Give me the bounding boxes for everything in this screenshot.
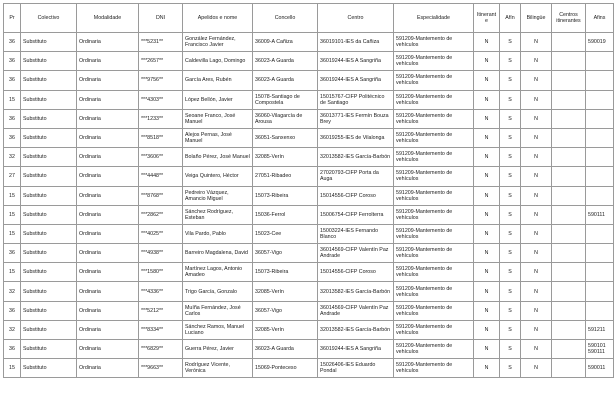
cell-colectivo: Substituto: [21, 186, 77, 205]
cell-afin: S: [500, 186, 521, 205]
cell-bilingue: N: [521, 186, 552, 205]
table-row: [4, 186, 614, 205]
cell-centro: 36013771-IES Fermín Bouza Brey: [318, 109, 394, 128]
cell-dni: ***4303**: [139, 90, 183, 109]
cell-centro: 15015767-CIFP Politécnico de Santiago: [318, 90, 394, 109]
cell-modalidade: Ordinaria: [77, 33, 139, 52]
cell-concello: 32085-Verín: [253, 282, 318, 301]
cell-pr: 15: [4, 186, 21, 205]
cell-dni: ***4336**: [139, 282, 183, 301]
cell-itinerante: N: [474, 148, 500, 167]
cell-pr: 36: [4, 109, 21, 128]
cell-especialidade: 591209-Mantemento de vehículos: [394, 359, 474, 378]
cell-pr: 15: [4, 263, 21, 282]
cell-apelidos: Rodríguez Vicente, Verónica: [183, 359, 253, 378]
cell-bilingue: N: [521, 224, 552, 243]
cell-apelidos: Trigo García, Gonzalo: [183, 282, 253, 301]
cell-centro: 36019244-IES A Sangriña: [318, 340, 394, 359]
cell-especialidade: 591209-Mantemento de vehículos: [394, 301, 474, 320]
header-row: [4, 4, 614, 33]
cell-dni: ***8518**: [139, 128, 183, 147]
cell-itinerante: N: [474, 186, 500, 205]
cell-afin: S: [500, 33, 521, 52]
cell-modalidade: Ordinaria: [77, 282, 139, 301]
cell-centro: 36014569-CIFP Valentín Paz Andrade: [318, 244, 394, 263]
cell-afins: 590011: [586, 359, 614, 378]
cell-bilingue: N: [521, 320, 552, 339]
cell-pr: 36: [4, 52, 21, 71]
cell-itinerante: N: [474, 340, 500, 359]
cell-itinerante: N: [474, 128, 500, 147]
cell-centros-itinerantes: [552, 224, 586, 243]
cell-dni: ***8768**: [139, 186, 183, 205]
cell-afins: [586, 148, 614, 167]
cell-itinerante: N: [474, 33, 500, 52]
cell-centro: 27020793-CIFP Porta da Auga: [318, 167, 394, 186]
cell-pr: 15: [4, 359, 21, 378]
cell-afin: S: [500, 263, 521, 282]
table-row: [4, 340, 614, 359]
cell-dni: ***4025**: [139, 224, 183, 243]
cell-afin: S: [500, 340, 521, 359]
cell-apelidos: López Bellón, Javier: [183, 90, 253, 109]
cell-afins: [586, 224, 614, 243]
cell-apelidos: Muíña Fernández, José Carlos: [183, 301, 253, 320]
cell-modalidade: Ordinaria: [77, 263, 139, 282]
cell-modalidade: Ordinaria: [77, 340, 139, 359]
cell-pr: 36: [4, 128, 21, 147]
cell-afins: [586, 282, 614, 301]
cell-concello: 36057-Vigo: [253, 301, 318, 320]
cell-centro: 32013582-IES García-Barbón: [318, 148, 394, 167]
table-row: [4, 263, 614, 282]
cell-centros-itinerantes: [552, 205, 586, 224]
cell-itinerante: N: [474, 167, 500, 186]
cell-itinerante: N: [474, 359, 500, 378]
cell-itinerante: N: [474, 90, 500, 109]
cell-modalidade: Ordinaria: [77, 167, 139, 186]
cell-bilingue: N: [521, 52, 552, 71]
cell-afin: S: [500, 224, 521, 243]
cell-afin: S: [500, 359, 521, 378]
cell-itinerante: N: [474, 301, 500, 320]
cell-centros-itinerantes: [552, 33, 586, 52]
cell-afins: 591211: [586, 320, 614, 339]
cell-colectivo: Substituto: [21, 244, 77, 263]
cell-afin: S: [500, 148, 521, 167]
cell-itinerante: N: [474, 320, 500, 339]
cell-afins: [586, 71, 614, 90]
cell-modalidade: Ordinaria: [77, 359, 139, 378]
cell-centros-itinerantes: [552, 359, 586, 378]
cell-concello: 36057-Vigo: [253, 244, 318, 263]
cell-afins: 590101 590111: [586, 340, 614, 359]
table-row: [4, 71, 614, 90]
cell-modalidade: Ordinaria: [77, 148, 139, 167]
cell-afin: S: [500, 301, 521, 320]
cell-colectivo: Substituto: [21, 359, 77, 378]
cell-especialidade: 591209-Mantemento de vehículos: [394, 33, 474, 52]
cell-itinerante: N: [474, 282, 500, 301]
cell-centros-itinerantes: [552, 128, 586, 147]
cell-concello: 27051-Ribadeo: [253, 167, 318, 186]
cell-pr: 36: [4, 301, 21, 320]
cell-afins: [586, 109, 614, 128]
header-centros-itinerantes: Centros itinerantes: [552, 4, 586, 33]
cell-colectivo: Substituto: [21, 263, 77, 282]
cell-centro: 15026406-IES Eduardo Pondal: [318, 359, 394, 378]
table-row: [4, 205, 614, 224]
cell-afin: S: [500, 128, 521, 147]
cell-pr: 36: [4, 33, 21, 52]
cell-apelidos: Sánchez Ramos, Manuel Luciano: [183, 320, 253, 339]
cell-afins: [586, 186, 614, 205]
cell-modalidade: Ordinaria: [77, 205, 139, 224]
cell-afin: S: [500, 71, 521, 90]
cell-bilingue: N: [521, 148, 552, 167]
cell-especialidade: 591209-Mantemento de vehículos: [394, 205, 474, 224]
cell-centro: 36019255-IES de Vilalonga: [318, 128, 394, 147]
cell-afins: [586, 263, 614, 282]
cell-centros-itinerantes: [552, 282, 586, 301]
header-modalidade: Modalidade: [77, 4, 139, 33]
table-row: [4, 167, 614, 186]
table-row: [4, 128, 614, 147]
cell-centros-itinerantes: [552, 148, 586, 167]
cell-itinerante: N: [474, 109, 500, 128]
cell-concello: 36023-A Guarda: [253, 52, 318, 71]
cell-bilingue: N: [521, 205, 552, 224]
cell-afin: S: [500, 167, 521, 186]
cell-centro: 15006754-CIFP Ferrolterra: [318, 205, 394, 224]
table-row: [4, 359, 614, 378]
cell-afins: [586, 244, 614, 263]
cell-bilingue: N: [521, 359, 552, 378]
table-row: [4, 301, 614, 320]
header-concello: Concello: [253, 4, 318, 33]
cell-modalidade: Ordinaria: [77, 128, 139, 147]
cell-colectivo: Substituto: [21, 52, 77, 71]
cell-centro: 15014556-CIFP Coroso: [318, 186, 394, 205]
cell-colectivo: Substituto: [21, 148, 77, 167]
cell-dni: ***6829**: [139, 340, 183, 359]
cell-concello: 15036-Ferrol: [253, 205, 318, 224]
cell-pr: 36: [4, 71, 21, 90]
table-row: [4, 33, 614, 52]
cell-dni: ***4938**: [139, 244, 183, 263]
cell-especialidade: 591209-Mantemento de vehículos: [394, 109, 474, 128]
cell-concello: 36023-A Guarda: [253, 71, 318, 90]
cell-afin: S: [500, 90, 521, 109]
cell-especialidade: 591209-Mantemento de vehículos: [394, 148, 474, 167]
cell-pr: 15: [4, 205, 21, 224]
cell-centros-itinerantes: [552, 186, 586, 205]
cell-pr: 32: [4, 148, 21, 167]
cell-centro: 36019101-IES da Cañiza: [318, 33, 394, 52]
cell-dni: ***9663**: [139, 359, 183, 378]
cell-dni: ***5231**: [139, 33, 183, 52]
cell-apelidos: González Fernández, Francisco Javier: [183, 33, 253, 52]
cell-afins: [586, 167, 614, 186]
cell-centros-itinerantes: [552, 340, 586, 359]
cell-centro: 15003224-IES Fernando Blanco: [318, 224, 394, 243]
cell-bilingue: N: [521, 109, 552, 128]
cell-pr: 36: [4, 244, 21, 263]
cell-bilingue: N: [521, 167, 552, 186]
cell-centros-itinerantes: [552, 167, 586, 186]
cell-apelidos: García Ares, Rubén: [183, 71, 253, 90]
cell-pr: 15: [4, 90, 21, 109]
cell-afin: S: [500, 320, 521, 339]
cell-modalidade: Ordinaria: [77, 71, 139, 90]
cell-modalidade: Ordinaria: [77, 224, 139, 243]
table-row: [4, 148, 614, 167]
cell-centros-itinerantes: [552, 244, 586, 263]
cell-pr: 32: [4, 282, 21, 301]
cell-bilingue: N: [521, 33, 552, 52]
table-body: [4, 33, 614, 378]
cell-especialidade: 591209-Mantemento de vehículos: [394, 340, 474, 359]
cell-concello: 32085-Verín: [253, 148, 318, 167]
cell-modalidade: Ordinaria: [77, 90, 139, 109]
cell-colectivo: Substituto: [21, 128, 77, 147]
document-page: [3, 3, 614, 378]
cell-afin: S: [500, 282, 521, 301]
cell-bilingue: N: [521, 71, 552, 90]
cell-modalidade: Ordinaria: [77, 52, 139, 71]
cell-especialidade: 591209-Mantemento de vehículos: [394, 90, 474, 109]
cell-colectivo: Substituto: [21, 205, 77, 224]
cell-concello: 15069-Ponteceso: [253, 359, 318, 378]
header-itinerante: Itinerante: [474, 4, 500, 33]
cell-dni: ***5212**: [139, 301, 183, 320]
header-pr: Pr: [4, 4, 21, 33]
cell-especialidade: 591209-Mantemento de vehículos: [394, 244, 474, 263]
cell-afin: S: [500, 244, 521, 263]
cell-afin: S: [500, 109, 521, 128]
cell-concello: 32085-Verín: [253, 320, 318, 339]
cell-modalidade: Ordinaria: [77, 109, 139, 128]
cell-colectivo: Substituto: [21, 340, 77, 359]
cell-centros-itinerantes: [552, 320, 586, 339]
cell-concello: 15078-Santiago de Compostela: [253, 90, 318, 109]
cell-itinerante: N: [474, 263, 500, 282]
cell-itinerante: N: [474, 205, 500, 224]
header-dni: DNI: [139, 4, 183, 33]
cell-pr: 36: [4, 340, 21, 359]
cell-apelidos: Sánchez Rodríguez, Esteban: [183, 205, 253, 224]
cell-afin: S: [500, 205, 521, 224]
cell-centro: 36014569-CIFP Valentín Paz Andrade: [318, 301, 394, 320]
cell-colectivo: Substituto: [21, 109, 77, 128]
cell-bilingue: N: [521, 282, 552, 301]
cell-itinerante: N: [474, 52, 500, 71]
cell-afins: [586, 90, 614, 109]
cell-bilingue: N: [521, 244, 552, 263]
cell-modalidade: Ordinaria: [77, 301, 139, 320]
cell-centro: 36019244-IES A Sangriña: [318, 71, 394, 90]
cell-concello: 15073-Ribeira: [253, 186, 318, 205]
cell-bilingue: N: [521, 340, 552, 359]
cell-apelidos: Caldevilla Lago, Domingo: [183, 52, 253, 71]
table-row: [4, 282, 614, 301]
cell-colectivo: Substituto: [21, 282, 77, 301]
cell-especialidade: 591209-Mantemento de vehículos: [394, 224, 474, 243]
table-row: [4, 244, 614, 263]
cell-concello: 15023-Cee: [253, 224, 318, 243]
cell-apelidos: Seoane Franco, José Manuel: [183, 109, 253, 128]
table-row: [4, 90, 614, 109]
cell-concello: 36051-Sanxenxo: [253, 128, 318, 147]
cell-especialidade: 591209-Mantemento de vehículos: [394, 52, 474, 71]
header-bilingue: Bilingüe: [521, 4, 552, 33]
cell-bilingue: N: [521, 128, 552, 147]
cell-colectivo: Substituto: [21, 33, 77, 52]
cell-dni: ***8334**: [139, 320, 183, 339]
header-colectivo: Colectivo: [21, 4, 77, 33]
cell-itinerante: N: [474, 244, 500, 263]
header-apelidos: Apelidos e nome: [183, 4, 253, 33]
cell-especialidade: 591209-Mantemento de vehículos: [394, 128, 474, 147]
cell-dni: ***1233**: [139, 109, 183, 128]
cell-apelidos: Martínez Lagos, Antonio Amadeo: [183, 263, 253, 282]
cell-apelidos: Barreiro Magdalena, David: [183, 244, 253, 263]
cell-modalidade: Ordinaria: [77, 320, 139, 339]
cell-centros-itinerantes: [552, 90, 586, 109]
cell-afins: [586, 128, 614, 147]
cell-apelidos: Bolaño Pérez, José Manuel: [183, 148, 253, 167]
cell-concello: 36060-Vilagarcía de Arousa: [253, 109, 318, 128]
cell-modalidade: Ordinaria: [77, 244, 139, 263]
header-especialidade: Especialidade: [394, 4, 474, 33]
cell-bilingue: N: [521, 301, 552, 320]
cell-colectivo: Substituto: [21, 71, 77, 90]
header-afin: Afín: [500, 4, 521, 33]
cell-bilingue: N: [521, 90, 552, 109]
cell-centro: 32013582-IES García-Barbón: [318, 320, 394, 339]
cell-concello: 36009-A Cañiza: [253, 33, 318, 52]
cell-itinerante: N: [474, 71, 500, 90]
cell-afin: S: [500, 52, 521, 71]
cell-pr: 32: [4, 320, 21, 339]
cell-especialidade: 591209-Mantemento de vehículos: [394, 282, 474, 301]
cell-dni: ***1580**: [139, 263, 183, 282]
cell-afins: 590019: [586, 33, 614, 52]
cell-apelidos: Pedreiro Vázquez, Amancio Miguel: [183, 186, 253, 205]
cell-dni: ***2657**: [139, 52, 183, 71]
cell-pr: 15: [4, 224, 21, 243]
assignments-table: [3, 3, 614, 378]
cell-afins: 590111: [586, 205, 614, 224]
cell-especialidade: 591209-Mantemento de vehículos: [394, 263, 474, 282]
cell-apelidos: Guerra Pérez, Javier: [183, 340, 253, 359]
cell-apelidos: Alejos Pernas, José Manuel: [183, 128, 253, 147]
cell-colectivo: Substituto: [21, 320, 77, 339]
cell-afins: [586, 52, 614, 71]
cell-especialidade: 591209-Mantemento de vehículos: [394, 71, 474, 90]
table-row: [4, 109, 614, 128]
cell-colectivo: Substituto: [21, 167, 77, 186]
cell-colectivo: Substituto: [21, 90, 77, 109]
cell-dni: ***9756**: [139, 71, 183, 90]
cell-pr: 27: [4, 167, 21, 186]
cell-especialidade: 591209-Mantemento de vehículos: [394, 186, 474, 205]
cell-dni: ***3606**: [139, 148, 183, 167]
table-row: [4, 224, 614, 243]
cell-especialidade: 591209-Mantemento de vehículos: [394, 320, 474, 339]
cell-concello: 15073-Ribeira: [253, 263, 318, 282]
cell-centros-itinerantes: [552, 301, 586, 320]
cell-centros-itinerantes: [552, 71, 586, 90]
cell-concello: 36023-A Guarda: [253, 340, 318, 359]
cell-centros-itinerantes: [552, 52, 586, 71]
cell-centro: 36019244-IES A Sangriña: [318, 52, 394, 71]
cell-modalidade: Ordinaria: [77, 186, 139, 205]
cell-apelidos: Veiga Quintero, Héctor: [183, 167, 253, 186]
table-row: [4, 52, 614, 71]
header-afins: Afins: [586, 4, 614, 33]
table-row: [4, 320, 614, 339]
cell-centro: 32013582-IES García-Barbón: [318, 282, 394, 301]
cell-bilingue: N: [521, 263, 552, 282]
cell-dni: ***4448**: [139, 167, 183, 186]
cell-colectivo: Substituto: [21, 224, 77, 243]
cell-afins: [586, 301, 614, 320]
cell-colectivo: Substituto: [21, 301, 77, 320]
cell-especialidade: 591209-Mantemento de vehículos: [394, 167, 474, 186]
cell-centros-itinerantes: [552, 109, 586, 128]
cell-centro: 15014556-CIFP Coroso: [318, 263, 394, 282]
cell-centros-itinerantes: [552, 263, 586, 282]
cell-apelidos: Vila Pardo, Pablo: [183, 224, 253, 243]
header-centro: Centro: [318, 4, 394, 33]
cell-dni: ***2862**: [139, 205, 183, 224]
cell-itinerante: N: [474, 224, 500, 243]
